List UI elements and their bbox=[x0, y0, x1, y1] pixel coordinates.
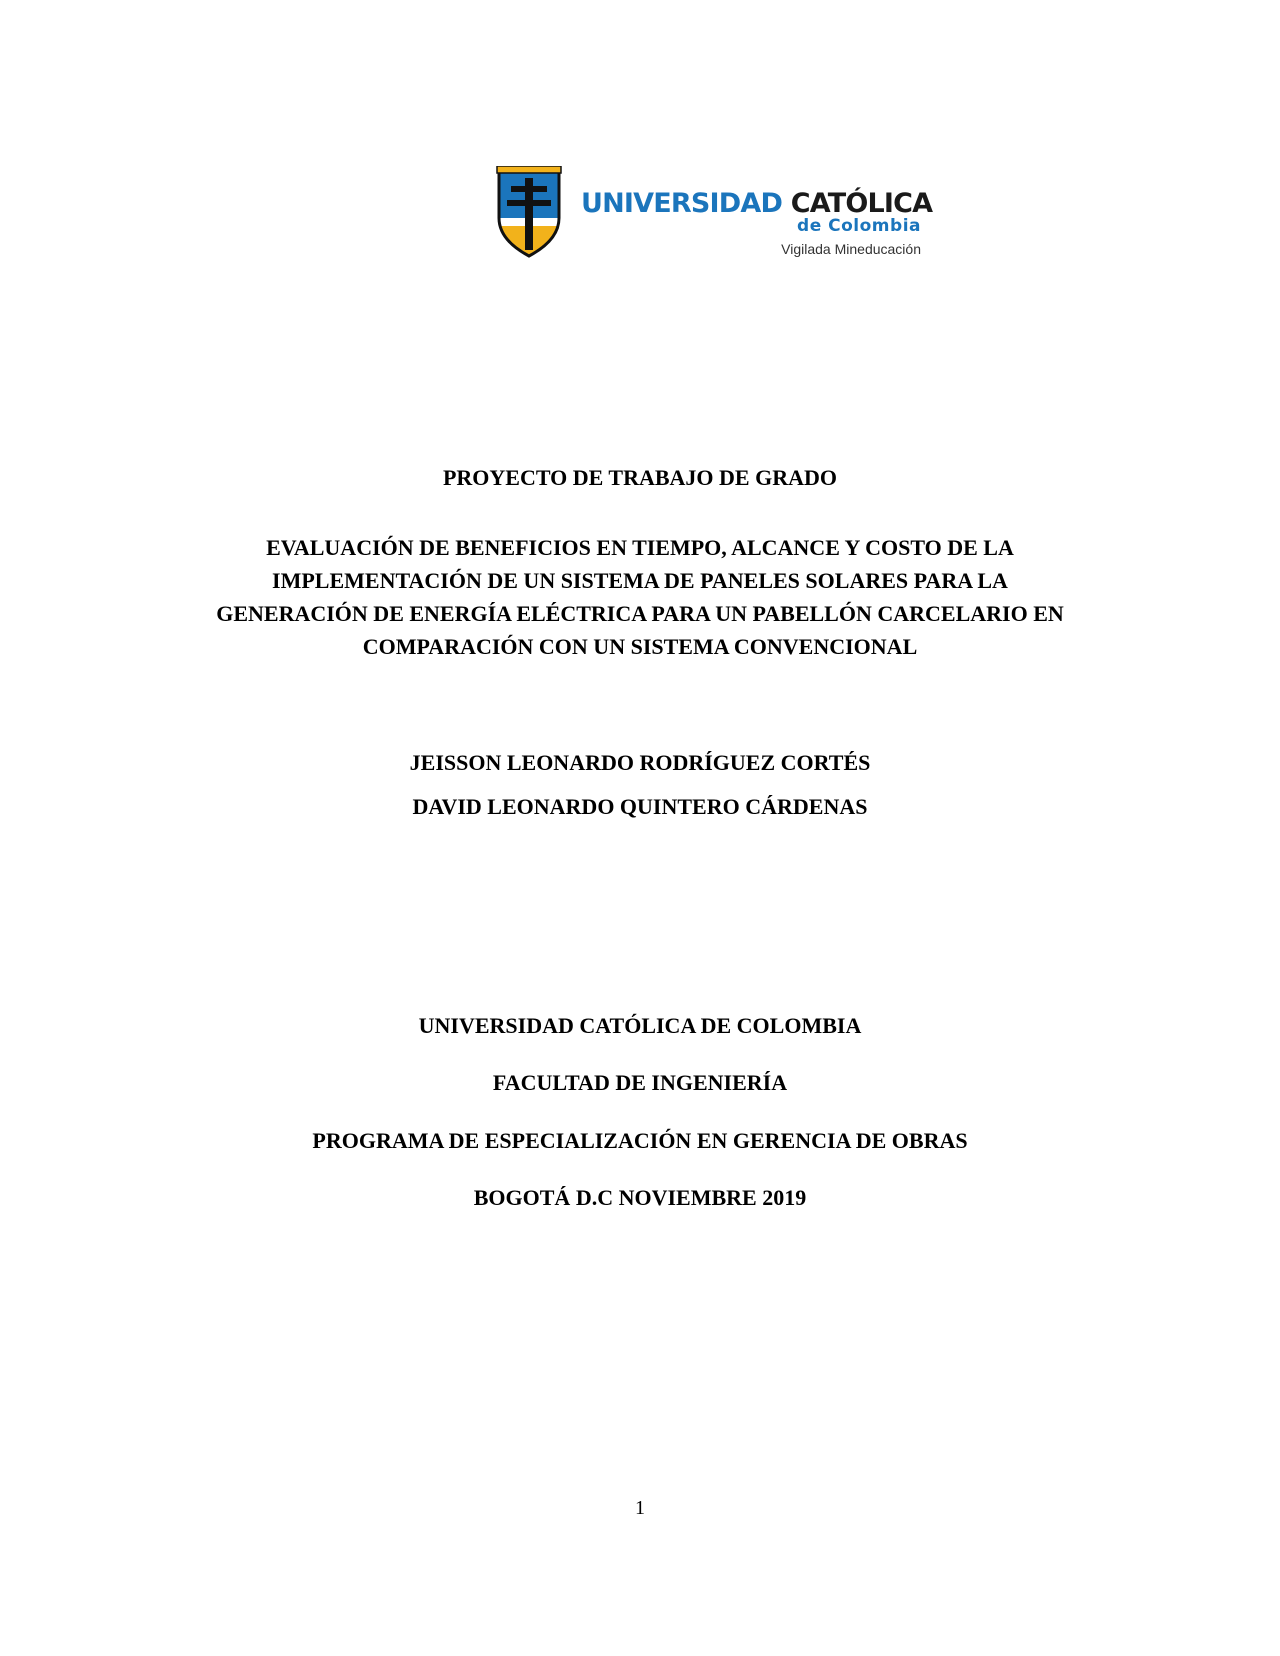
author-name: JEISSON LEONARDO RODRÍGUEZ CORTÉS bbox=[409, 750, 871, 775]
page-number: 1 bbox=[635, 1497, 645, 1519]
logo-wordmark-part2: CATÓLICA bbox=[790, 188, 933, 219]
logo-tagline: Vigilada Mineducación bbox=[781, 241, 921, 257]
university-logo bbox=[493, 166, 933, 262]
logo-wordmark bbox=[581, 190, 932, 217]
institution-name: UNIVERSIDAD CATÓLICA DE COLOMBIA bbox=[418, 1013, 862, 1038]
program-name: PROGRAMA DE ESPECIALIZACIÓN EN GERENCIA DE OBRAS bbox=[312, 1128, 968, 1153]
place-date: BOGOTÁ D.C NOVIEMBRE 2019 bbox=[473, 1185, 807, 1210]
thesis-title-line: IMPLEMENTACIÓN DE UN SISTEMA DE PANELES SOLARES PARA LA bbox=[272, 568, 1008, 593]
logo-subtitle: de Colombia bbox=[797, 216, 921, 236]
author-name: DAVID LEONARDO QUINTERO CÁRDENAS bbox=[412, 794, 868, 819]
thesis-title-line: EVALUACIÓN DE BENEFICIOS EN TIEMPO, ALCANCE Y COSTO DE LA bbox=[266, 535, 1014, 560]
logo-wordmark-part1: UNIVERSIDAD bbox=[581, 188, 783, 219]
shield-crest-icon bbox=[493, 166, 565, 258]
thesis-title-line: GENERACIÓN DE ENERGÍA ELÉCTRICA PARA UN PABELLÓN CARCELARIO EN bbox=[216, 601, 1064, 626]
document-heading: PROYECTO DE TRABAJO DE GRADO bbox=[442, 465, 837, 490]
thesis-title-line: COMPARACIÓN CON UN SISTEMA CONVENCIONAL bbox=[362, 634, 918, 659]
faculty-name: FACULTAD DE INGENIERÍA bbox=[492, 1070, 788, 1095]
thesis-title bbox=[0, 531, 1280, 663]
